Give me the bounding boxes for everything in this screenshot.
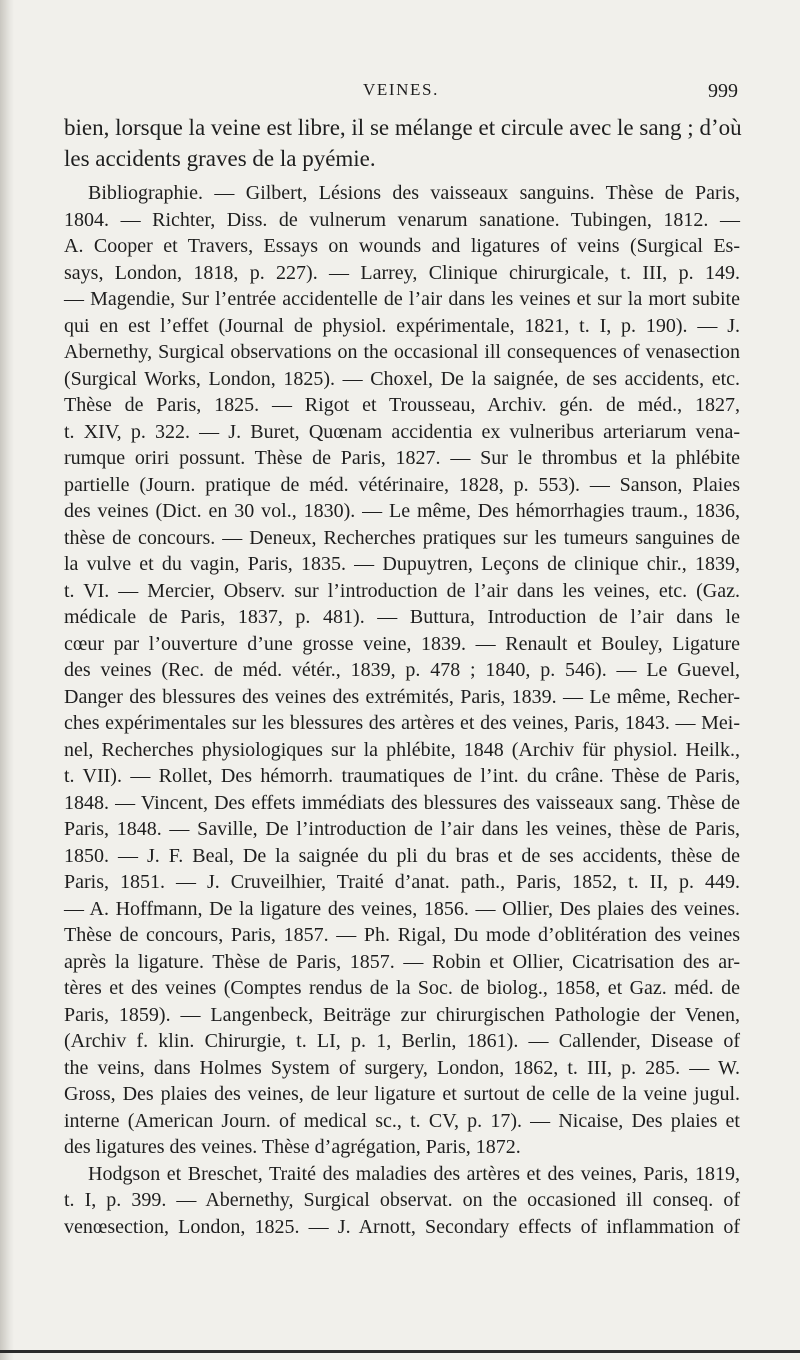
bibliography-line: des veines (Dict. en 30 vol., 1830). — Le même, Des hémorrhagies traum., 1836,	[64, 500, 740, 522]
bibliography-line: ches expérimentales sur les blessures des artères et des veines, Paris, 1843. — Mei-	[64, 712, 740, 734]
text-line: bien, lorsque la veine est libre, il se mélange et circule avec le sang ; d’où	[64, 115, 742, 140]
running-title: VEINES.	[363, 80, 439, 99]
bibliography-line: (Archiv f. klin. Chirurgie, t. LI, p. 1, Berlin, 1861). — Callender, Disease of	[64, 1030, 740, 1052]
page-number: 999	[708, 80, 738, 102]
bibliography-line: 1850. — J. F. Beal, De la saignée du pli du bras et de ses accidents, thèse de	[64, 844, 740, 867]
bibliography-line: cœur par l’ouverture d’une grosse veine, 1839. — Renault et Bouley, Ligature	[64, 632, 740, 655]
bibliography-line: — Magendie, Sur l’entrée accidentelle de l’air dans les veines et sur la mort subite	[64, 288, 740, 310]
bibliography-line: — A. Hoffmann, De la ligature des veines, 1856. — Ollier, Des plaies des veines.	[64, 897, 740, 920]
bibliography-line: interne (American Journ. of medical sc., t. CV, p. 17). — Nicaise, Des plaies et	[64, 1109, 740, 1132]
bibliography-line: thèse de concours. — Deneux, Recherches pratiques sur les tumeurs sanguines de	[64, 526, 740, 549]
bibliography-line: t. I, p. 399. — Abernethy, Surgical observat. on the occasioned ill conseq. of	[64, 1189, 740, 1211]
page-gutter-shadow	[0, 0, 14, 1360]
bibliography-line: (Surgical Works, London, 1825). — Choxel, De la saignée, de ses accidents, etc.	[64, 367, 740, 390]
bibliography-line: Hodgson et Breschet, Traité des maladies des artères et des veines, Paris, 1819,	[88, 1162, 740, 1185]
bibliography-line: rumque oriri possunt. Thèse de Paris, 1827. — Sur le thrombus et la phlébite	[64, 447, 740, 469]
bibliography-line: Thèse de concours, Paris, 1857. — Ph. Rigal, Du mode d’oblitération des veines	[64, 924, 740, 946]
page-header	[64, 80, 738, 104]
page-bottom-rule	[0, 1350, 800, 1353]
bibliography-line: Paris, 1859). — Langenbeck, Beiträge zur chirurgischen Pathologie der Venen,	[64, 1003, 740, 1026]
bibliography-line: Abernethy, Surgical observations on the occasional ill consequences of venasection	[64, 341, 740, 363]
bibliography-line: Bibliographie. — Gilbert, Lésions des vaisseaux sanguins. Thèse de Paris,	[88, 182, 740, 204]
bibliography-line: Thèse de Paris, 1825. — Rigot et Trousseau, Archiv. gén. de méd., 1827,	[64, 394, 740, 416]
bibliography-line: nel, Recherches physiologiques sur la phlébite, 1848 (Archiv für physiol. Heilk.,	[64, 738, 740, 761]
bibliography-line: 1804. — Richter, Diss. de vulnerum venarum sanatione. Tubingen, 1812. —	[64, 208, 740, 231]
bibliography-line: Paris, 1848. — Saville, De l’introduction de l’air dans les veines, thèse de Paris,	[64, 818, 740, 840]
intro-paragraph	[64, 112, 740, 174]
bibliography-line: says, London, 1818, p. 227). — Larrey, Clinique chirurgicale, t. III, p. 149.	[64, 261, 740, 284]
bibliography-line: t. VII). — Rollet, Des hémorrh. traumatiques de l’int. du crâne. Thèse de Paris,	[64, 765, 740, 787]
bibliography-line: 1848. — Vincent, Des effets immédiats des blessures des vaisseaux sang. Thèse de	[64, 791, 740, 814]
bibliography-line: A. Cooper et Travers, Essays on wounds and ligatures of veins (Surgical Es-	[64, 235, 740, 257]
bibliography-line: qui en est l’effet (Journal de physiol. expérimentale, 1821, t. I, p. 190). — J.	[64, 314, 740, 337]
bibliography-line: Danger des blessures des veines des extrémités, Paris, 1839. — Le même, Recher-	[64, 685, 740, 708]
bibliography-line: des veines (Rec. de méd. vétér., 1839, p. 478 ; 1840, p. 546). — Le Guevel,	[64, 659, 740, 681]
bibliography-line: des ligatures des veines. Thèse d’agrégation, Paris, 1872.	[64, 1136, 521, 1158]
bibliography-line: médicale de Paris, 1837, p. 481). — Buttura, Introduction de l’air dans le	[64, 606, 740, 628]
bibliography-line: the veins, dans Holmes System of surgery, London, 1862, t. III, p. 285. — W.	[64, 1056, 740, 1079]
bibliography-line: tères et des veines (Comptes rendus de la Soc. de biolog., 1858, et Gaz. méd. de	[64, 977, 740, 999]
text-line: les accidents graves de la pyémie.	[64, 146, 376, 171]
bibliography-line: venœsection, London, 1825. — J. Arnott, Secondary effects of inflammation of	[64, 1215, 740, 1238]
bibliography-line: Gross, Des plaies des veines, de leur ligature et surtout de celle de la veine jugul.	[64, 1083, 740, 1105]
bibliography-line: Paris, 1851. — J. Cruveilhier, Traité d’anat. path., Paris, 1852, t. II, p. 449.	[64, 871, 740, 893]
bibliography-line: t. VI. — Mercier, Observ. sur l’introduction de l’air dans les veines, etc. (Gaz.	[64, 579, 740, 602]
bibliography-line: la vulve et du vagin, Paris, 1835. — Dupuytren, Leçons de clinique chir., 1839,	[64, 553, 740, 575]
bibliography-section	[64, 180, 740, 1240]
bibliography-line: t. XIV, p. 322. — J. Buret, Quœnam accidentia ex vulneribus arteriarum vena-	[64, 420, 740, 443]
bibliography-line: après la ligature. Thèse de Paris, 1857. — Robin et Ollier, Cicatrisation des ar-	[64, 950, 740, 973]
bibliography-line: partielle (Journ. pratique de méd. vétérinaire, 1828, p. 553). — Sanson, Plaies	[64, 473, 740, 496]
